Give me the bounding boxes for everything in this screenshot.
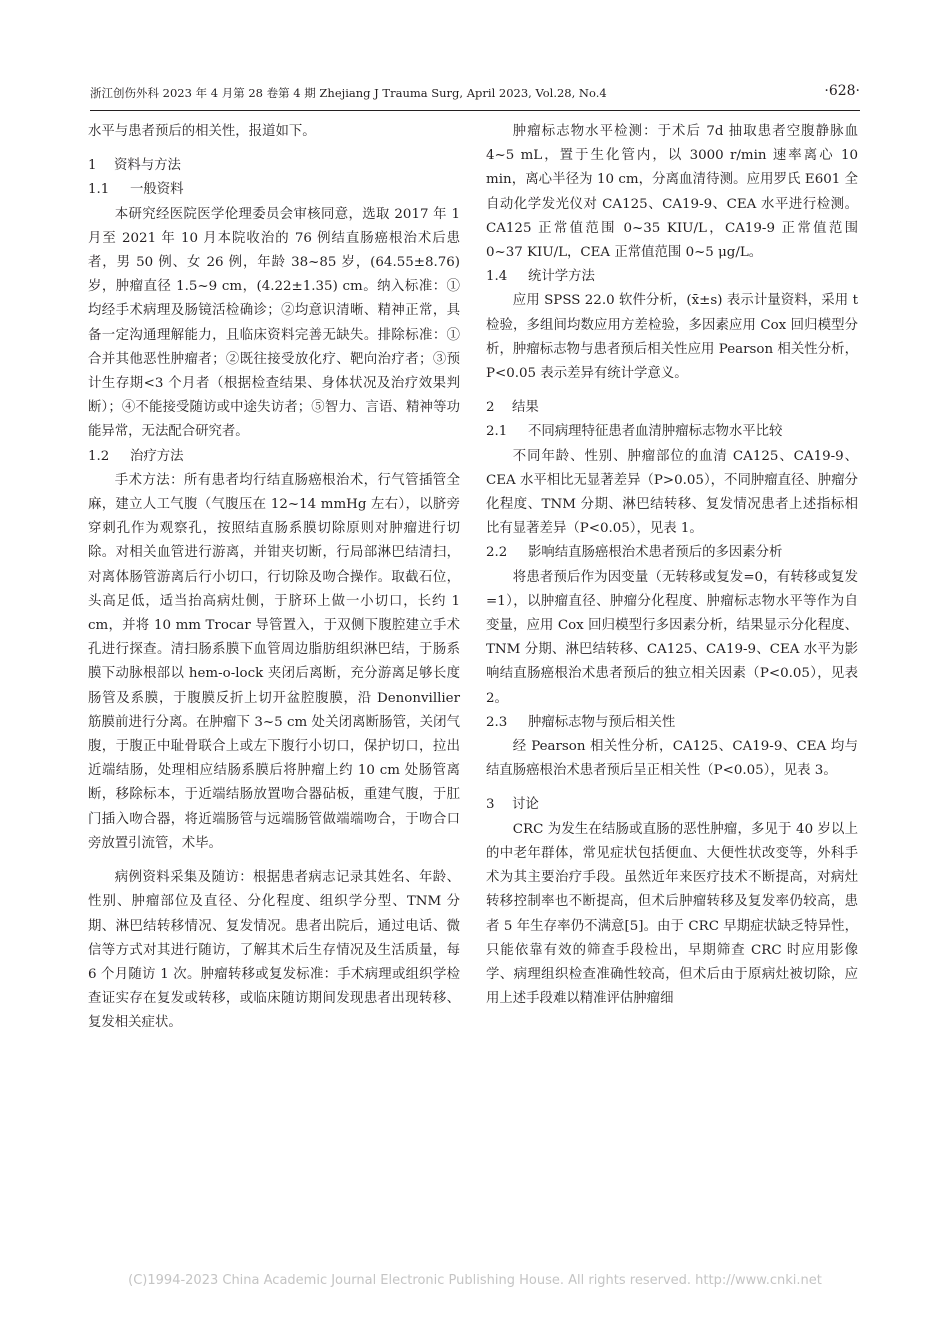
subsection-title: 不同病理特征患者血清肿瘤标志物水平比较 [528, 424, 783, 440]
page-number: ·628· [824, 83, 860, 99]
discussion-paragraph: CRC 为发生在结肠或直肠的恶性肿瘤，多见于 40 岁以上的中老年群体，常见症状包括便血、大便性状改变等，外科手术为其主要治疗手段。虽然近年来医疗技术不断提高，对病灶转移控制率也不断提高，但术后肿瘤转移及复发率仍较高，患者 5 年生存率仍不满意[5]。由于 CRC 早期症状缺乏特异性，只能依靠有效的筛查手段检出，早期筛查 CRC 时应用影像学、病理组织检查准确性较高，但术后由于原病灶被切除，应用上述手段难以精准评估肿瘤细 [486, 821, 858, 1007]
section-number: 1 [88, 158, 97, 174]
subsection-title: 统计学方法 [528, 269, 595, 285]
surgery-paragraph: 手术方法：所有患者均行结直肠癌根治术，行气管插管全麻，建立人工气腹（气腹压在 12~14 mmHg 左右），以脐旁穿刺孔作为观察孔，按照结直肠系膜切除原则对肿瘤进行切除。对相关血管进行游离，并钳夹切断，行局部淋巴结清扫，对离体肠管游离后行小切口，行切除及吻合操作。取截石位，头高足低，适当抬高病灶侧，于脐环上做一小切口，长约 1 cm，并将 10 mm Trocar 导管置入，于双侧下腹腔建立手术孔进行探查。清扫肠系膜下血管周边脂肪组织淋巴结，于肠系膜下动脉根部以 hem-o-lock 夹闭后离断，充分游离足够长度肠管及系膜，于腹膜反折上切开盆腔腹膜，沿 Denonvillier 筋膜前进行分离。在肿瘤下 3~5 cm 处关闭离断肠管，关闭气腹，于腹正中耻骨联合上或左下腹行小切口，保护切口，拉出近端结肠，处理相应结肠系膜后将肿瘤上约 10 cm 处肠管离断，移除标本，于近端结肠放置吻合器砧板，重建气腹，于肛门插入吻合器，将近端肠管与远端肠管做端端吻合，于吻合口旁放置引流管，术毕。 [88, 472, 460, 851]
section-title: 结果 [512, 400, 539, 416]
subsection-title: 影响结直肠癌根治术患者预后的多因素分析 [528, 545, 783, 561]
subsection-number: 2.1 [486, 424, 508, 440]
followup-paragraph: 病例资料采集及随访：根据患者病志记录其姓名、年龄、性别、肿瘤部位及直径、分化程度、组织学分型、TNM 分期、淋巴结转移情况、复发情况。患者出院后，通过电话、微信等方式对其进行随访，了解其术后生存情况及生活质量，每 6 个月随访 1 次。肿瘤转移或复发标准：手术病理或组织学检查证实存在复发或转移，或临床随访期间发现患者出现转移、复发相关症状。 [88, 870, 460, 1031]
right-column [486, 120, 858, 1011]
subsection-number: 2.3 [486, 714, 508, 730]
section-title: 讨论 [512, 797, 539, 813]
subsection-number: 2.2 [486, 545, 508, 561]
statistics-paragraph: 应用 SPSS 22.0 软件分析，(x̄±s) 表示计量资料，采用 t 检验，多组间均数应用方差检验，多因素应用 Cox 回归模型分析，肿瘤标志物与患者预后相关性应用 Pearson 相关性分析，P<0.05 表示差异有统计学意义。 [486, 293, 858, 382]
subsection-number: 1.2 [88, 448, 110, 464]
subsection-heading-general [88, 178, 460, 202]
subsection-title: 肿瘤标志物与预后相关性 [528, 714, 676, 730]
left-column [88, 120, 460, 1036]
subsection-heading-results-2 [486, 541, 858, 565]
section-number: 2 [486, 400, 495, 416]
section-heading-results [486, 396, 858, 420]
results-3-paragraph: 经 Pearson 相关性分析，CA125、CA19-9、CEA 均与结直肠癌根治术患者预后呈正相关性（P<0.05），见表 3。 [486, 739, 858, 779]
marker-detection-paragraph: 肿瘤标志物水平检测：于术后 7d 抽取患者空腹静脉血 4~5 mL，置于生化管内，以 3000 r/min 速率离心 10 min，离心半径为 10 cm，分离血清待测。应用罗氏 E601 全自动化学发光仪对 CA125、CA19-9、CEA 水平进行检测。CA125 正常值范围 0~35 KIU/L，CA19-9 正常值范围 0~37 KIU/L，CEA 正常值范围 0~5 μg/L。 [486, 124, 858, 261]
section-heading-discussion [486, 793, 858, 817]
section-number: 3 [486, 797, 495, 813]
journal-citation: 浙江创伤外科 2023 年 4 月第 28 卷第 4 期 Zhejiang J Trauma Surg, April 2023, Vol.28, No.4 [90, 86, 607, 100]
subsection-number: 1.1 [88, 182, 110, 198]
subsection-title: 一般资料 [130, 182, 184, 198]
subsection-heading-results-1 [486, 420, 858, 444]
results-2-paragraph: 将患者预后作为因变量（无转移或复发=0，有转移或复发=1），以肿瘤直径、肿瘤分化程度、肿瘤标志物水平等作为自变量，应用 Cox 回归模型行多因素分析，结果显示分化程度、TNM 分期、淋巴结转移、CA125、CA19-9、CEA 水平为影响结直肠癌根治术患者预后的独立相关因素（P<0.05），见表 2。 [486, 569, 858, 706]
subsection-number: 1.4 [486, 269, 508, 285]
subsection-heading-statistics [486, 265, 858, 289]
running-header [90, 82, 860, 111]
subsection-title: 治疗方法 [130, 448, 184, 464]
general-data-paragraph: 本研究经医院医学伦理委员会审核同意，选取 2017 年 1 月至 2021 年 10 月本院收治的 76 例结直肠癌根治术后患者，男 50 例、女 26 例，年龄 38~85 岁，(64.55±8.76) 岁，肿瘤直径 1.5~9 cm，(4.22±1.35) cm。纳入标准：①均经手术病理及肠镜活检确诊；②均意识清晰、精神正常，具备一定沟通理解能力，且临床资料完善无缺失。排除标准：①合并其他恶性肿瘤者；②既往接受放化疗、靶向治疗者；③预计生存期<3 个月者（根据检查结果、身体状况及治疗效果判断）；④不能接受随访或中途失访者；⑤智力、言语、精神等功能异常，无法配合研究者。 [88, 206, 460, 440]
section-title: 资料与方法 [114, 158, 181, 174]
subsection-heading-results-3 [486, 711, 858, 735]
results-1-paragraph: 不同年龄、性别、肿瘤部位的血清 CA125、CA19-9、CEA 水平相比无显著差异（P>0.05），不同肿瘤直径、肿瘤分化程度、TNM 分期、淋巴结转移、复发情况患者上述指标相比有显著差异（P<0.05），见表 1。 [486, 448, 858, 537]
intro-tail-paragraph: 水平与患者预后的相关性，报道如下。 [88, 124, 316, 139]
section-heading-methods [88, 154, 460, 178]
copyright-footer: (C)1994-2023 China Academic Journal Electronic Publishing House. All rights reserved. http://www.cnki.net [128, 1273, 822, 1288]
subsection-heading-treatment [88, 445, 460, 469]
